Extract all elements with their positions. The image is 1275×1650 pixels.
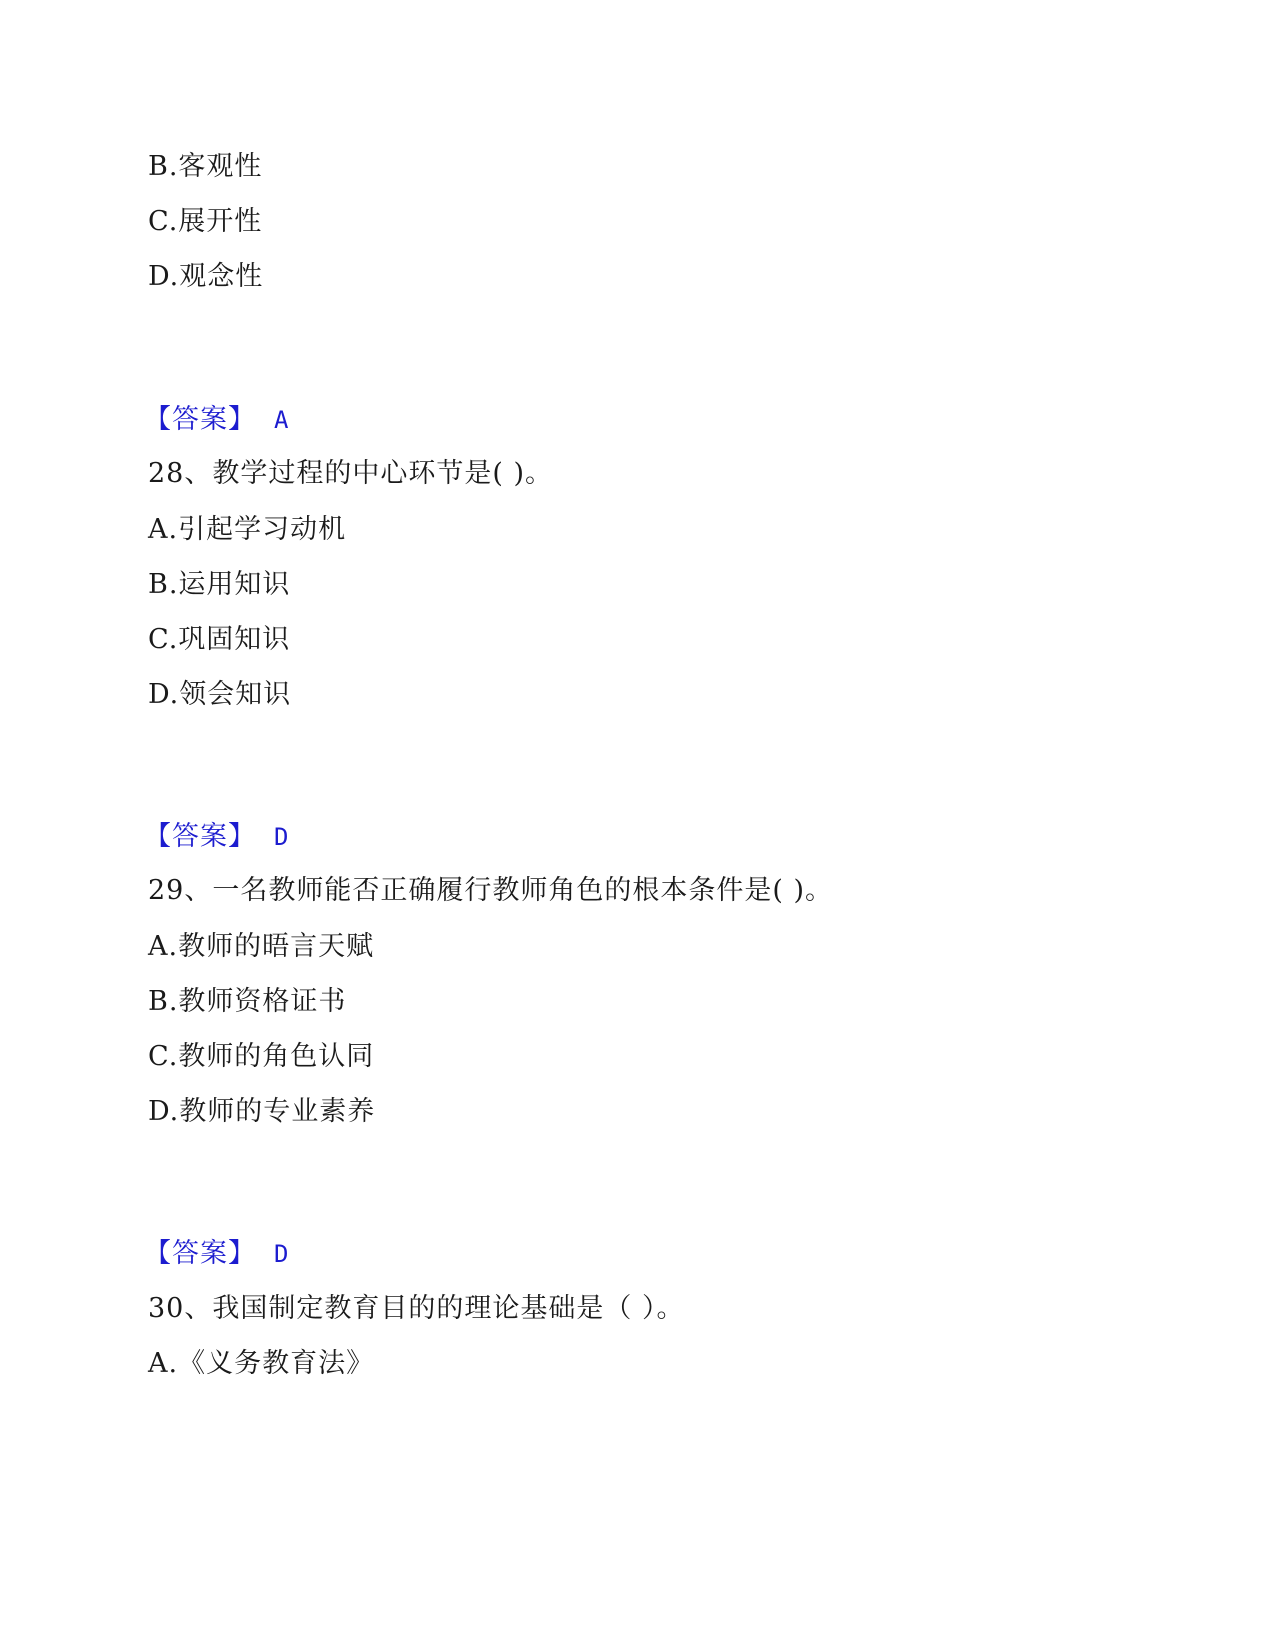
- answer-value: D: [274, 1240, 290, 1268]
- answer-label: 【答案】: [144, 404, 256, 435]
- q27-answer: [144, 403, 290, 437]
- answer-value: A: [274, 406, 290, 434]
- q29-option-b: B.教师资格证书: [148, 986, 347, 1017]
- q28-question: 28、教学过程的中心环节是( )。: [148, 458, 554, 489]
- q29-question: 29、一名教师能否正确履行教师角色的根本条件是( )。: [148, 875, 834, 906]
- answer-label: 【答案】: [144, 1238, 256, 1269]
- q28-option-a: A.引起学习动机: [148, 514, 347, 545]
- q30-question: 30、我国制定教育目的的理论基础是（ ）。: [148, 1293, 685, 1324]
- q30-option-a: A.《义务教育法》: [148, 1348, 375, 1379]
- q28-answer: [144, 820, 290, 854]
- q29-option-c: C.教师的角色认同: [148, 1041, 375, 1072]
- q27-option-d: D.观念性: [148, 261, 264, 292]
- q29-answer: [144, 1237, 290, 1271]
- q28-option-c: C.巩固知识: [148, 624, 291, 655]
- q29-option-a: A.教师的晤言天赋: [148, 931, 375, 962]
- answer-label: 【答案】: [144, 821, 256, 852]
- q29-option-d: D.教师的专业素养: [148, 1096, 376, 1127]
- q27-option-c: C.展开性: [148, 206, 263, 237]
- answer-value: D: [274, 823, 290, 851]
- q28-option-d: D.领会知识: [148, 679, 292, 710]
- q28-option-b: B.运用知识: [148, 569, 291, 600]
- q27-option-b: B.客观性: [148, 151, 263, 182]
